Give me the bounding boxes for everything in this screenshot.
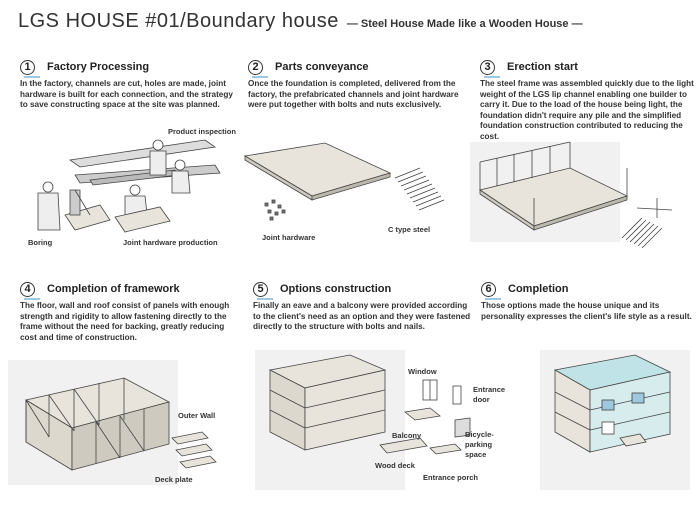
step-header (248, 58, 470, 76)
step-header (481, 280, 696, 298)
erection-start-illustration (472, 148, 697, 253)
step-factory-processing (20, 58, 242, 111)
label-balcony: Balcony (392, 431, 422, 440)
label-boring: Boring (28, 238, 53, 247)
step-title: Factory Processing (47, 61, 150, 73)
label-wood-deck: Wood deck (375, 461, 415, 470)
step-number: 1 (20, 60, 35, 75)
step-description: Those options made the house unique and its personality expresses the client's life style as a result. (481, 301, 692, 321)
title-bar (18, 10, 583, 38)
step-number: 3 (480, 60, 495, 75)
step-completion (481, 280, 696, 322)
step-description: The steel frame was assembled quickly due to the light weight of the LGS lip channel enabling one builder to carry it. Due to the load of the house being light, the foundation didn't require any pile and the simplified foundation construction contributed to reducing the cost. (480, 79, 694, 141)
label-c-type-steel: C type steel (388, 225, 431, 234)
completion-illustration (540, 350, 690, 490)
step-title: Completion of framework (47, 283, 180, 295)
step-number: 2 (248, 60, 263, 75)
step-title: Parts conveyance (275, 61, 369, 73)
label-joint-hardware: Joint hardware (262, 233, 316, 242)
label-entrance-porch: Entrance porch (423, 473, 479, 482)
label-joint-hardware-production: Joint hardware production (123, 238, 218, 247)
parts-conveyance-illustration (240, 138, 465, 238)
step-options-construction (253, 280, 475, 333)
step-erection-start (480, 58, 695, 142)
label-window: Window (408, 367, 437, 376)
step-title: Erection start (507, 61, 578, 73)
step-header (253, 280, 475, 298)
step-header (20, 280, 242, 298)
step-completion-of-framework (20, 280, 242, 343)
step-header (20, 58, 242, 76)
page-subtitle: — Steel House Made like a Wooden House — (346, 18, 583, 30)
step-number: 6 (481, 282, 496, 297)
step-description: In the factory, channels are cut, holes are made, joint hardware is built for each connection, and the strategy to save constructing space at the site was planned. (20, 79, 233, 109)
label-product-inspection: Product inspection (168, 127, 236, 136)
step-description: Finally an eave and a balcony were provided according to the client's need as an option and they were fastened directly to the structure with bolts and nails. (253, 301, 471, 331)
step-number: 5 (253, 282, 268, 297)
label-outer-wall: Outer Wall (178, 411, 216, 420)
step-description: Once the foundation is completed, delivered from the factory, the prefabricated channels and joint hardware were put together with bolts and nuts exclusively. (248, 79, 459, 109)
label-bicycle-parking-space: Bicycle-parking space (465, 430, 494, 459)
label-entrance-door: Entrance door (473, 385, 506, 404)
page-title: LGS HOUSE #01/Boundary house (18, 10, 339, 32)
label-deck-plate: Deck plate (155, 475, 193, 484)
step-number: 4 (20, 282, 35, 297)
step-title: Options construction (280, 283, 392, 295)
step-header (480, 58, 695, 76)
step-parts-conveyance (248, 58, 470, 111)
framework-illustration (14, 360, 234, 490)
factory-processing-illustration (30, 135, 240, 245)
step-title: Completion (508, 283, 569, 295)
step-description: The floor, wall and roof consist of panels with enough strength and rigidity to allow fastening directly to the frame without the need for backing, greatly reducing cost and time of construction. (20, 301, 230, 342)
